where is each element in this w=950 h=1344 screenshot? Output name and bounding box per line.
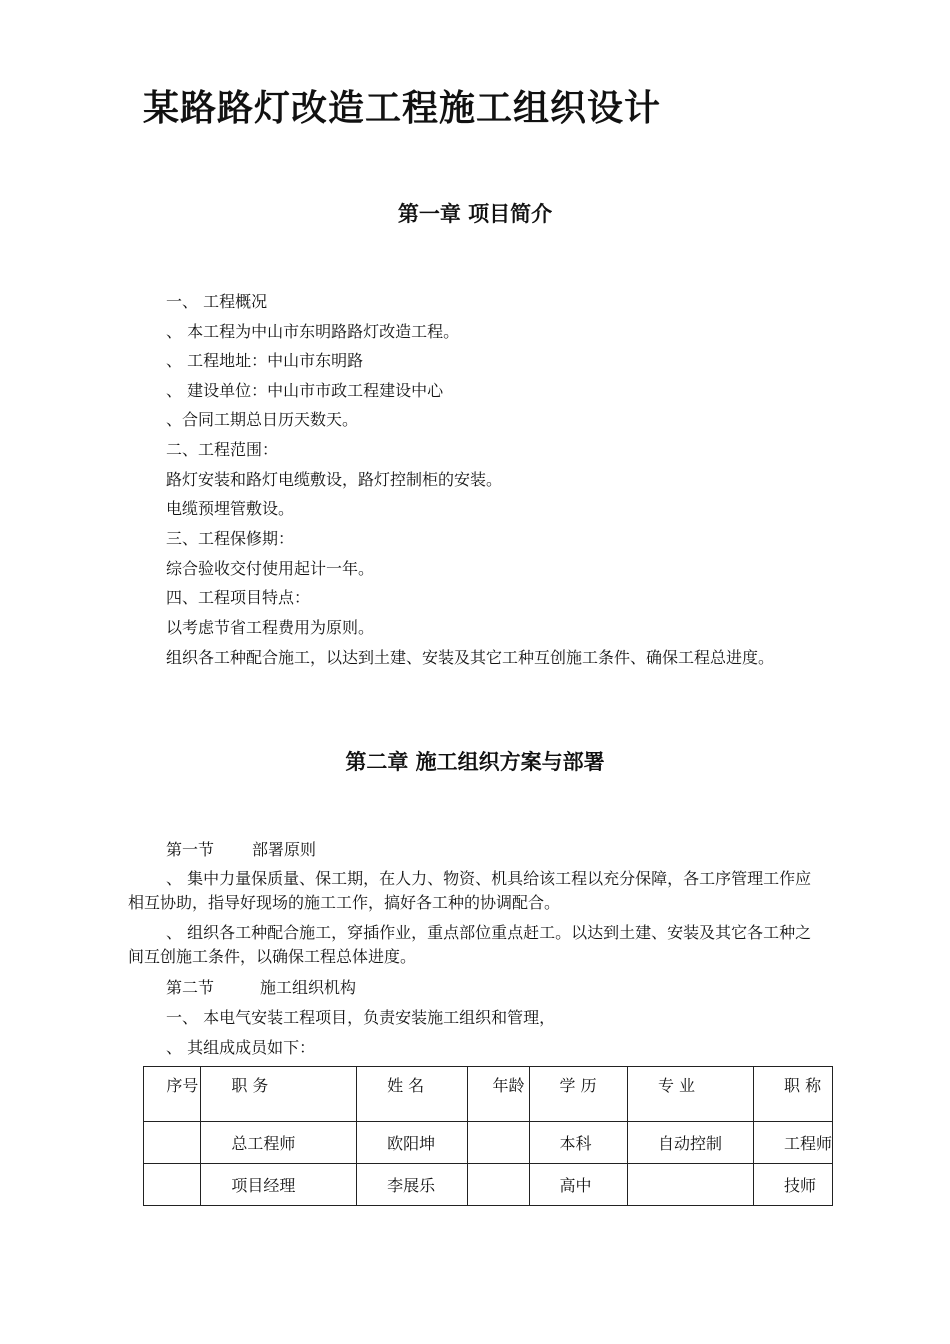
section-scope-heading: 二、工程范围：	[166, 440, 279, 459]
section-2-label: 第二节	[166, 978, 215, 997]
header-name: 姓 名	[357, 1067, 468, 1122]
cell-position: 项目经理	[201, 1164, 357, 1206]
document-title: 某路路灯改造工程施工组织设计	[143, 87, 662, 129]
section-2-item-2: 、 其组成成员如下：	[166, 1038, 316, 1057]
overview-item-owner: 、 建设单位：中山市市政工程建设中心	[166, 381, 444, 400]
section-2-heading	[166, 976, 356, 1000]
scope-line-2: 电缆预埋管敷设。	[166, 499, 295, 518]
section-features-heading: 四、工程项目特点：	[166, 588, 311, 607]
cell-education: 本科	[529, 1122, 627, 1164]
header-major: 专 业	[627, 1067, 753, 1122]
features-line: 以考虑节省工程费用为原则。	[166, 618, 375, 637]
section-1-label: 第一节	[166, 840, 215, 859]
header-title: 职 称	[753, 1067, 832, 1122]
header-no: 序号	[144, 1067, 201, 1122]
cell-no	[144, 1164, 201, 1206]
cell-major	[627, 1164, 753, 1206]
header-education: 学 历	[529, 1067, 627, 1122]
section-2-title: 施工组织机构	[260, 978, 357, 997]
header-age: 年龄	[468, 1067, 529, 1122]
table-row	[144, 1164, 833, 1206]
header-position: 职 务	[201, 1067, 357, 1122]
section-1-paragraph-2: 、 组织各工种配合施工，穿插作业，重点部位重点赶工。以达到土建、安装及其它各工种之间互创施工条件，以确保工程总体进度。	[128, 923, 812, 966]
cell-name: 欧阳坤	[357, 1122, 468, 1164]
table-row	[144, 1122, 833, 1164]
overview-item-project: 、 本工程为中山市东明路路灯改造工程。	[166, 322, 460, 341]
cell-education: 高中	[529, 1164, 627, 1206]
cell-name: 李展乐	[357, 1164, 468, 1206]
section-1-title: 部署原则	[252, 840, 317, 859]
overview-item-address: 、 工程地址：中山市东明路	[166, 351, 364, 370]
cell-title: 技师	[753, 1164, 832, 1206]
chapter-2-heading: 第二章 施工组织方案与部署	[345, 750, 605, 774]
cell-major: 自动控制	[627, 1122, 753, 1164]
section-1-paragraph-1: 、 集中力量保质量、保工期，在人力、物资、机具给该工程以充分保障，各工序管理工作应相互协助，指导好现场的施工工作，搞好各工种的协调配合。	[128, 869, 812, 912]
section-warranty-heading: 三、工程保修期：	[166, 529, 295, 548]
cell-age	[468, 1164, 529, 1206]
cell-title: 工程师	[753, 1122, 832, 1164]
scope-line-1: 路灯安装和路灯电缆敷设，路灯控制柜的安装。	[166, 470, 503, 489]
cell-position: 总工程师	[201, 1122, 357, 1164]
table-header-row	[144, 1067, 833, 1122]
cell-no	[144, 1122, 201, 1164]
chapter-1-heading: 第一章 项目简介	[397, 202, 553, 226]
features-paragraph: 组织各工种配合施工，以达到土建、安装及其它工种互创施工条件、确保工程总进度。	[166, 648, 775, 667]
cell-age	[468, 1122, 529, 1164]
section-2-item-1: 一、 本电气安装工程项目，负责安装施工组织和管理，	[166, 1008, 556, 1027]
overview-item-duration: 、合同工期总日历天数天。	[166, 410, 359, 429]
section-overview-heading: 一、 工程概况	[166, 292, 268, 311]
warranty-line: 综合验收交付使用起计一年。	[166, 559, 375, 578]
section-1-heading	[166, 838, 316, 862]
staff-table	[143, 1066, 833, 1206]
